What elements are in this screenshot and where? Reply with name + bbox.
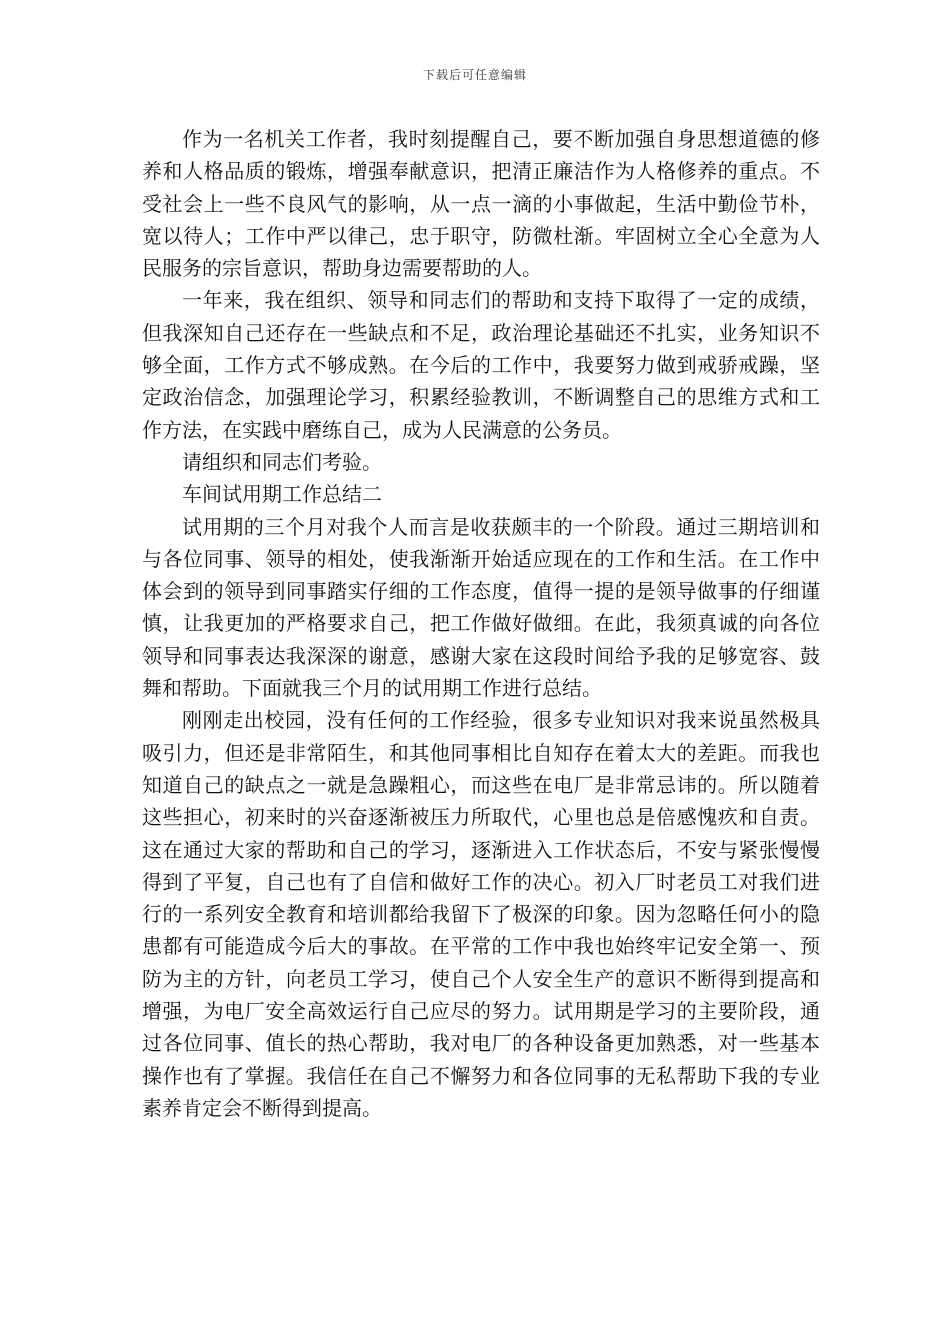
document-body — [142, 123, 820, 1124]
paragraph-4: 试用期的三个月对我个人而言是收获颇丰的一个阶段。通过三期培训和与各位同事、领导的相处，使我渐渐开始适应现在的工作和生活。在工作中体会到的领导到同事踏实仔细的工作态度，值得一提的是领导做事的仔细谨慎，让我更加的严格要求自己，把工作做好做细。在此，我须真诚的向各位领导和同事表达我深深的谢意，感谢大家在这段时间给予我的足够宽容、鼓舞和帮助。下面就我三个月的试用期工作进行总结。 — [142, 514, 820, 701]
paragraph-3: 请组织和同志们考验。 — [182, 449, 382, 474]
section-heading: 车间试用期工作总结二 — [182, 482, 382, 507]
page-header: 下载后可任意编辑 — [422, 68, 527, 82]
paragraph-1: 作为一名机关工作者，我时刻提醒自己，要不断加强自身思想道德的修养和人格品质的锻炼，增强奉献意识，把清正廉洁作为人格修养的重点。不受社会上一些不良风气的影响，从一点一滴的小事做起，生活中勤俭节朴，宽以待人；工作中严以律己，忠于职守，防微杜渐。牢固树立全心全意为人民服务的宗旨意识，帮助身边需要帮助的人。 — [142, 127, 820, 281]
paragraph-2: 一年来，我在组织、领导和同志们的帮助和支持下取得了一定的成绩，但我深知自己还存在一些缺点和不足，政治理论基础还不扎实，业务知识不够全面，工作方式不够成熟。在今后的工作中，我要努力做到戒骄戒躁，坚定政治信念，加强理论学习，积累经验教训，不断调整自己的思维方式和工作方法，在实践中磨练自己，成为人民满意的公务员。 — [142, 288, 820, 442]
paragraph-5: 刚刚走出校园，没有任何的工作经验，很多专业知识对我来说虽然极具吸引力，但还是非常陌生，和其他同事相比自知存在着太大的差距。而我也知道自己的缺点之一就是急躁粗心，而这些在电厂是非常忌讳的。所以随着这些担心，初来时的兴奋逐渐被压力所取代，心里也总是倍感愧疚和自责。这在通过大家的帮助和自己的学习，逐渐进入工作状态后，不安与紧张慢慢得到了平复，自己也有了自信和做好工作的决心。初入厂时老员工对我们进行的一系列安全教育和培训都给我留下了极深的印象。因为忽略任何小的隐患都有可能造成今后大的事故。在平常的工作中我也始终牢记安全第一、预防为主的方针，向老员工学习，使自己个人安全生产的意识不断得到提高和增强，为电厂安全高效运行自己应尽的努力。试用期是学习的主要阶段，通过各位同事、值长的热心帮助，我对电厂的各种设备更加熟悉，对一些基本操作也有了掌握。我信任在自己不懈努力和各位同事的无私帮助下我的专业素养肯定会不断得到提高。 — [142, 708, 820, 1120]
